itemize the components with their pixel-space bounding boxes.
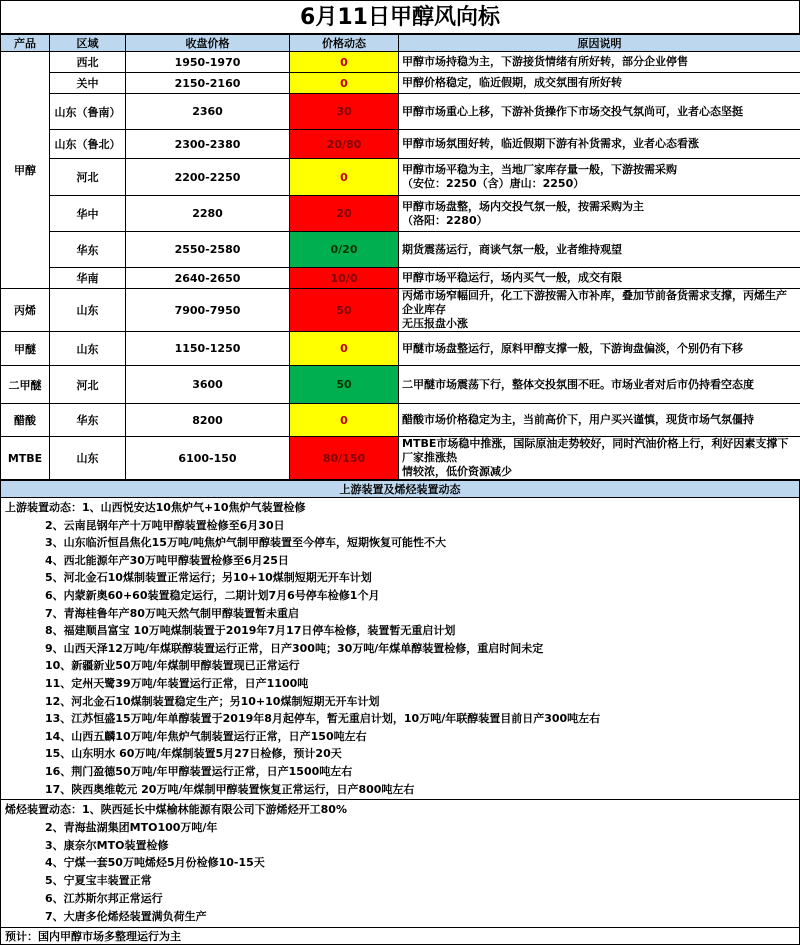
upstream-item: 13、江苏恒盛15万吨/年单醇装置于2019年8月起停车，暂无重启计划，10万吨/年联醇装置目前日产300吨左右 [5,710,795,728]
reason-cell [399,73,800,94]
product-cell: 醋酸 [1,404,50,437]
product-cell: 甲醚 [1,332,50,366]
change-cell: 0 [290,332,399,366]
reason-line: 甲醇市场平稳运行，场内买气一般，成交有限 [402,271,797,285]
upstream-section [0,498,800,800]
region-cell: 华东 [50,404,126,437]
reason-cell [399,332,800,366]
table-row [1,268,800,289]
header-reason: 原因说明 [399,35,800,52]
price-cell: 2280 [126,196,290,232]
product-cell: 二甲醚 [1,366,50,404]
reason-line: 醋酸市场价格稳定为主，当前高价下，用户买兴谨慎，现货市场气氛僵持 [402,413,797,427]
reason-cell [399,52,800,73]
reason-cell [399,437,800,480]
price-cell: 2200-2250 [126,159,290,196]
price-cell: 1150-1250 [126,332,290,366]
region-cell: 山东 [50,332,126,366]
upstream-item: 5、河北金石10煤制装置正常运行；另10+10煤制短期无开车计划 [5,569,795,587]
header-price: 收盘价格 [126,35,290,52]
table-row [1,159,800,196]
olefin-item: 4、宁煤一套50万吨烯烃5月份检修10-15天 [5,854,795,872]
reason-line: 甲醇价格稳定，临近假期，成交氛围有所好转 [402,76,797,90]
change-cell: 30 [290,94,399,130]
reason-line: （洛阳：2280） [402,214,797,228]
olefin-item: 7、大唐多伦烯烃装置满负荷生产 [5,908,795,926]
change-cell: 20 [290,196,399,232]
region-cell: 河北 [50,366,126,404]
forecast: 预计：国内甲醇市场多整理运行为主 [0,928,800,945]
price-cell: 2360 [126,94,290,130]
olefin-item: 2、青海盐湖集团MTO100万吨/年 [5,819,795,837]
table-row [1,366,800,404]
reason-cell [399,366,800,404]
upstream-item: 4、西北能源年产30万吨甲醇装置检修至6月25日 [5,552,795,570]
olefin-item: 3、康奈尔MTO装置检修 [5,837,795,855]
reason-cell [399,232,800,268]
price-cell: 8200 [126,404,290,437]
product-cell: 丙烯 [1,289,50,332]
upstream-item: 17、陕西奥维乾元 20万吨/年煤制甲醇装置恢复正常运行，日产800吨左右 [5,781,795,799]
upstream-item: 12、河北金石10煤制装置稳定生产；另10+10煤制短期无开车计划 [5,693,795,711]
reason-line: （安位：2250（含）唐山：2250） [402,177,797,191]
region-cell: 河北 [50,159,126,196]
upstream-item: 上游装置动态：1、山西悦安达10焦炉气+10焦炉气装置检修 [5,499,795,517]
reason-cell [399,404,800,437]
upstream-item: 11、定州天鹭39万吨/年装置运行正常，日产1100吨 [5,675,795,693]
change-cell: 10/0 [290,268,399,289]
upstream-item: 9、山西天泽12万吨/年煤联醇装置运行正常，日产300吨；30万吨/年煤单醇装置检修，重启时间未定 [5,640,795,658]
price-cell: 6100-150 [126,437,290,480]
price-cell: 2150-2160 [126,73,290,94]
table-row [1,437,800,480]
change-cell: 0 [290,73,399,94]
reason-line: MTBE市场稳中推涨，国际原油走势较好，同时汽油价格上行，利好因素支撑下厂家推涨热 [402,437,797,465]
upstream-item: 7、青海桂鲁年产80万吨天然气制甲醇装置暂未重启 [5,605,795,623]
header-region: 区域 [50,35,126,52]
reason-cell [399,289,800,332]
price-cell: 2640-2650 [126,268,290,289]
reason-line: 甲醇市场盘整，场内交投气氛一般，按需采购为主 [402,200,797,214]
region-cell: 华南 [50,268,126,289]
region-cell: 山东 [50,289,126,332]
olefin-item: 6、江苏斯尔邦正常运行 [5,890,795,908]
upstream-item: 14、山西五麟10万吨/年焦炉气制装置运行正常，日产150吨左右 [5,728,795,746]
price-cell: 2300-2380 [126,130,290,159]
product-cell: MTBE [1,437,50,480]
upstream-item: 10、新疆新业50万吨/年煤制甲醇装置现已正常运行 [5,657,795,675]
region-cell: 山东（鲁南） [50,94,126,130]
reason-cell [399,130,800,159]
header-product: 产品 [1,35,50,52]
reason-line: 期货震荡运行，商谈气氛一般，业者维持观望 [402,243,797,257]
change-cell: 20/80 [290,130,399,159]
change-cell: 50 [290,289,399,332]
upstream-item: 2、云南昆钢年产十万吨甲醇装置检修至6月30日 [5,517,795,535]
region-cell: 山东（鲁北） [50,130,126,159]
table-row [1,289,800,332]
change-cell: 80/150 [290,437,399,480]
reason-line: 情较浓，低价资源减少 [402,465,797,479]
change-cell: 0 [290,404,399,437]
table-row [1,94,800,130]
reason-cell [399,196,800,232]
olefin-item: 5、宁夏宝丰装置正常 [5,872,795,890]
header-change: 价格动态 [290,35,399,52]
reason-line: 无压报盘小涨 [402,317,797,331]
region-cell: 山东 [50,437,126,480]
table-row [1,332,800,366]
upstream-item: 8、福建顺昌富宝 10万吨煤制装置于2019年7月17日停车检修，装置暂无重启计划 [5,622,795,640]
reason-line: 二甲醚市场震荡下行，整体交投氛围不旺。市场业者对后市仍持看空态度 [402,378,797,392]
region-cell: 华东 [50,232,126,268]
price-table [0,34,800,480]
upstream-item: 16、荆门盈德50万吨/年甲醇装置运行正常，日产1500吨左右 [5,763,795,781]
table-row [1,404,800,437]
table-header [1,35,800,52]
upstream-item: 15、山东明水 60万吨/年煤制装置5月27日检修，预计20天 [5,745,795,763]
page-title: 6月11日甲醇风向标 [0,0,800,34]
region-cell: 华中 [50,196,126,232]
olefin-section [0,800,800,928]
upstream-item: 6、内蒙新奥60+60装置稳定运行，二期计划7月6号停车检修1个月 [5,587,795,605]
reason-line: 甲醚市场盘整运行，原料甲醇支撑一般，下游询盘偏淡，个别仍有下移 [402,342,797,356]
table-row [1,73,800,94]
reason-line: 甲醇市场重心上移，下游补货操作下市场交投气氛尚可，业者心态坚挺 [402,105,797,119]
reason-cell [399,159,800,196]
olefin-item: 烯烃装置动态：1、陕西延长中煤榆林能源有限公司下游烯烃开工80% [5,801,795,819]
price-cell: 7900-7950 [126,289,290,332]
table-row [1,232,800,268]
table-row [1,130,800,159]
change-cell: 0 [290,159,399,196]
upstream-item: 3、山东临沂恒昌焦化15万吨/吨焦炉气制甲醇装置至今停车，短期恢复可能性不大 [5,534,795,552]
change-cell: 0/20 [290,232,399,268]
change-cell: 50 [290,366,399,404]
table-row [1,196,800,232]
table-row [1,52,800,73]
change-cell: 0 [290,52,399,73]
reason-line: 甲醇市场平稳为主，当地厂家库存量一般，下游按需采购 [402,163,797,177]
reason-line: 甲醇市场氛围好转，临近假期下游有补货需求，业者心态看涨 [402,137,797,151]
region-cell: 西北 [50,52,126,73]
section-header-table [0,480,800,498]
product-cell: 甲醇 [1,52,50,289]
reason-line: 甲醇市场持稳为主，下游接货情绪有所好转，部分企业停售 [402,55,797,69]
reason-line: 丙烯市场窄幅回升，化工下游按需入市补库，叠加节前备货需求支撑，丙烯生产企业库存 [402,289,797,317]
price-cell: 3600 [126,366,290,404]
region-cell: 关中 [50,73,126,94]
price-cell: 2550-2580 [126,232,290,268]
reason-cell [399,94,800,130]
section-header: 上游装置及烯烃装置动态 [1,481,800,498]
price-cell: 1950-1970 [126,52,290,73]
reason-cell [399,268,800,289]
